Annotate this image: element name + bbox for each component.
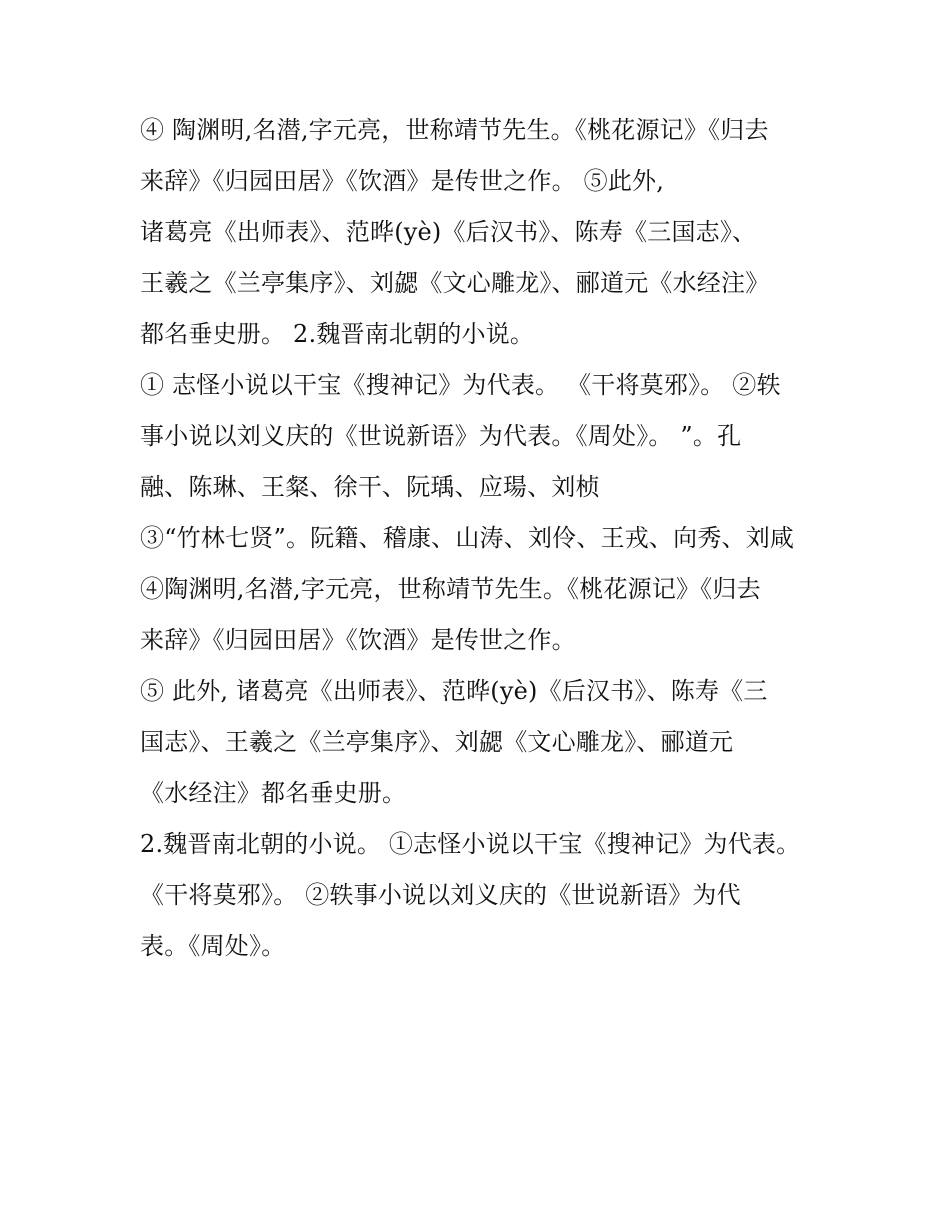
- text-line: 事小说以刘义庆的《世说新语》为代表。《周处》。 ”。孔: [140, 422, 742, 450]
- text-line: 王羲之《兰亭集序》、刘勰《文心雕龙》、郦道元《水经注》: [140, 269, 770, 297]
- document-body: [140, 105, 820, 972]
- text-line: ① 志怪小说以干宝《搜神记》为代表。 《干将莫邪》。 ②轶: [140, 371, 781, 399]
- text-line: 2.魏晋南北朝的小说。 ①志怪小说以干宝《搜神记》为代表。: [140, 830, 801, 858]
- text-line: ⑤ 此外, 诸葛亮《出师表》、范晔(yè)《后汉书》、陈寿《三: [140, 677, 768, 705]
- text-line: 来辞》《归园田居》《饮酒》是传世之作。 ⑤此外,: [140, 167, 665, 195]
- text-line: 国志》、王羲之《兰亭集序》、刘勰《文心雕龙》、郦道元: [140, 728, 734, 756]
- text-line: ④陶渊明,名潜,字元亮，世称靖节先生。《桃花源记》《归去: [140, 575, 761, 603]
- text-line: 《水经注》都名垂史册。: [140, 779, 407, 807]
- text-line: 表。《周处》。: [140, 932, 286, 960]
- text-line: 《干将莫邪》。 ②轶事小说以刘义庆的《世说新语》为代: [140, 881, 741, 909]
- text-line: 诸葛亮《出师表》、范晔(yè)《后汉书》、陈寿《三国志》、: [140, 218, 757, 246]
- text-line: 都名垂史册。 2.魏晋南北朝的小说。: [140, 320, 535, 348]
- text-line: 融、陈琳、王粲、徐干、阮瑀、应瑒、刘桢: [140, 473, 600, 501]
- text-line: ④ 陶渊明,名潜,字元亮，世称靖节先生。《桃花源记》《归去: [140, 116, 769, 144]
- text-line: ③“竹林七贤”。阮籍、稽康、山涛、刘伶、王戎、向秀、刘咸: [140, 524, 795, 552]
- text-line: 来辞》《归园田居》《饮酒》是传世之作。: [140, 626, 576, 654]
